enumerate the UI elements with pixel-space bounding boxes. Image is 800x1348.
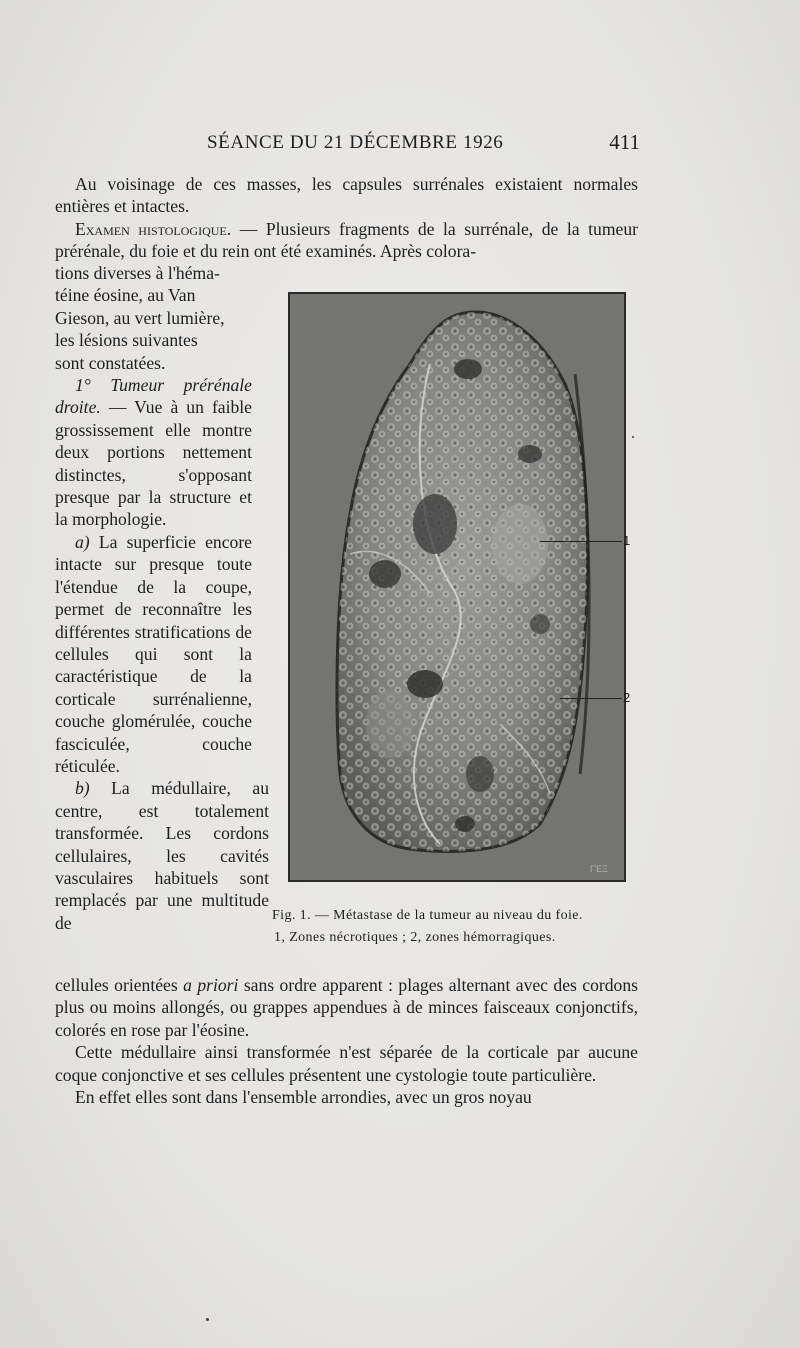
- figure-caption: [272, 905, 640, 949]
- top-text-block: [55, 173, 638, 263]
- column-line-5: sont constatées.: [55, 352, 166, 373]
- cellules-italic: a priori: [183, 975, 239, 995]
- leader-line-1: [540, 541, 622, 542]
- caption-line-2: 1, Zones nécrotiques ; 2, zones hémorragiques.: [274, 930, 556, 945]
- paragraph-tumeur: [55, 374, 252, 531]
- page-number: 411: [609, 130, 640, 154]
- paragraph-examen-text: — Plusieurs fragments de la surrénale, de la tumeur prérénale, du foie et du rein ont été examinés. Après colora-: [55, 218, 639, 262]
- paragraph-examen: [55, 218, 638, 263]
- cellules-text-post: sans ordre apparent : plages alternant avec des cordons plus ou moins allongés, ou grappes appendues à de minces faisceaux conjonctifs, colorés en rose par l'éosine.: [55, 975, 639, 1040]
- section-heading-examen: Examen histologique.: [75, 218, 232, 239]
- page-header: [55, 130, 640, 162]
- column-line-1: tions diverses à l'héma-: [55, 263, 220, 283]
- column-line-2: téine éosine, au Van: [55, 285, 196, 306]
- paragraph-a-superficie: [55, 531, 252, 777]
- micrograph-image: [290, 294, 624, 880]
- paragraph-medullaire: Cette médullaire ainsi transformée n'est séparée de la corticale par aucune coque conjonctive et ses cellules présentent une cystologie toute particulière.: [55, 1042, 638, 1085]
- b-marker: b): [75, 778, 90, 799]
- micrograph-figure: [288, 292, 626, 882]
- b-text: La médullaire, au centre, est totalement transformée. Les cordons cellulaires, les cavités vasculaires habituels sont remplacés par une multitude de: [55, 778, 269, 933]
- paragraph-b-medullaire: [55, 777, 269, 934]
- caption-line-1: Fig. 1. — Métastase de la tumeur au niveau du foie.: [272, 908, 583, 923]
- a-text: La superficie encore intacte sur presque toute l'étendue de la coupe, permet de reconnaître les différentes stratifications de cellules qui sont la caractéristique de la corticale surrénalienne, couche glomérulée, couche fasciculée, couche réticulée.: [55, 531, 252, 776]
- svg-text:ΓΈΞ: ΓΈΞ: [590, 864, 608, 874]
- running-head: SÉANCE DU 21 DÉCEMBRE 1926: [207, 132, 504, 153]
- column-line-3: Gieson, au vert lumière,: [55, 307, 225, 328]
- paragraph-voisinage: Au voisinage de ces masses, les capsules surrénales existaient normales entières et intactes.: [55, 174, 638, 217]
- figure-label-2: 2: [623, 690, 631, 705]
- figure-label-1: 1: [623, 533, 631, 548]
- page-speck: [632, 436, 634, 438]
- paragraph-cellules: [55, 974, 638, 1041]
- bottom-text-block: [55, 974, 638, 1108]
- leader-line-2: [560, 698, 622, 699]
- left-text-column: [55, 262, 269, 934]
- paragraph-en-effet: En effet elles sont dans l'ensemble arrondies, avec un gros noyau: [75, 1087, 532, 1108]
- column-line-4: les lésions suivantes: [55, 330, 198, 351]
- a-marker: a): [75, 531, 90, 552]
- cellules-text-pre: cellules orientées: [55, 975, 184, 995]
- tumeur-heading: 1° Tumeur prérénale droite.: [55, 375, 252, 418]
- page-speck: [206, 1318, 209, 1321]
- tumeur-text: — Vue à un faible grossissement elle montre deux portions nettement distinctes, s'opposant presque par la structure et la morphologie.: [55, 397, 252, 530]
